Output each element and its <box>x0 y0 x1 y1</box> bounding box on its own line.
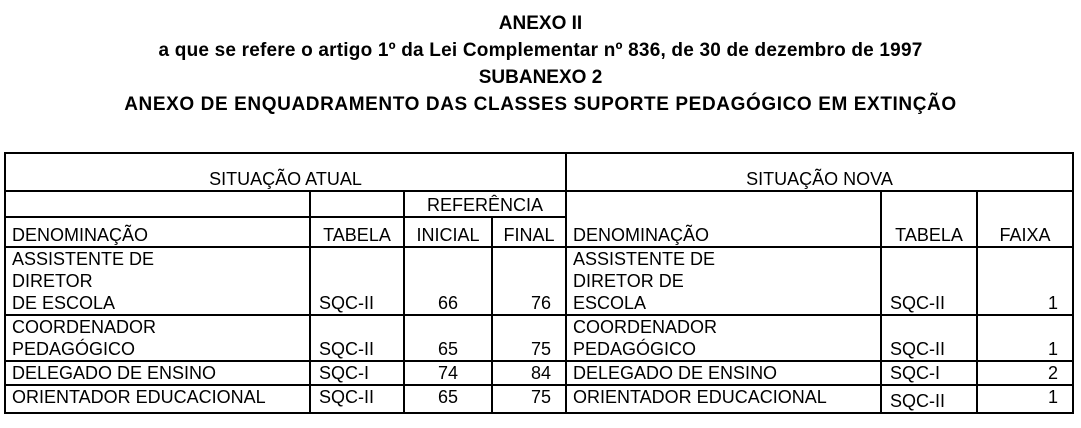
denominacao-atual-cell: ASSISTENTE DE DIRETOR DE ESCOLA <box>5 247 310 315</box>
faixa-cell: 1 <box>977 315 1073 361</box>
tabela-nova-cell: SQC-II <box>881 315 977 361</box>
denominacao-nova-cell: COORDENADOR PEDAGÓGICO <box>566 315 881 361</box>
annex-subtitle: ANEXO DE ENQUADRAMENTO DAS CLASSES SUPORTE PEDAGÓGICO EM EXTINÇÃO <box>124 94 957 115</box>
col-header-tabela-nova: TABELA <box>881 191 977 247</box>
group-header-situacao-nova: SITUAÇÃO NOVA <box>566 153 1073 191</box>
table-row <box>5 315 1073 361</box>
empty-header-cell <box>5 191 310 217</box>
table-row <box>5 361 1073 385</box>
inicial-cell: 65 <box>404 385 492 413</box>
tabela-atual-cell: SQC-II <box>310 247 404 315</box>
table-row <box>5 247 1073 315</box>
denominacao-atual-cell: COORDENADOR PEDAGÓGICO <box>5 315 310 361</box>
document-header <box>0 10 1081 118</box>
denominacao-atual-cell: ORIENTADOR EDUCACIONAL <box>5 385 310 413</box>
tabela-nova-cell: SQC-I <box>881 361 977 385</box>
law-reference: a que se refere o artigo 1º da Lei Complementar nº 836, de 30 de dezembro de 1997 <box>158 40 923 61</box>
tabela-nova-cell: SQC-II <box>881 385 977 413</box>
faixa-cell: 1 <box>977 247 1073 315</box>
col-header-denominacao-atual: DENOMINAÇÃO <box>5 217 310 247</box>
faixa-cell: 1 <box>977 385 1073 413</box>
referencia-header: REFERÊNCIA <box>404 191 566 217</box>
group-header-situacao-atual: SITUAÇÃO ATUAL <box>5 153 566 191</box>
col-header-tabela-atual: TABELA <box>310 217 404 247</box>
final-cell: 75 <box>492 315 566 361</box>
final-cell: 75 <box>492 385 566 413</box>
denominacao-nova-cell: ASSISTENTE DE DIRETOR DE ESCOLA <box>566 247 881 315</box>
denominacao-nova-cell: DELEGADO DE ENSINO <box>566 361 881 385</box>
classification-table <box>4 152 1074 414</box>
inicial-cell: 65 <box>404 315 492 361</box>
subannex-title: SUBANEXO 2 <box>478 67 603 88</box>
col-header-faixa: FAIXA <box>977 191 1073 247</box>
tabela-atual-cell: SQC-II <box>310 315 404 361</box>
inicial-cell: 74 <box>404 361 492 385</box>
col-header-denominacao-nova: DENOMINAÇÃO <box>566 191 881 247</box>
denominacao-nova-cell: ORIENTADOR EDUCACIONAL <box>566 385 881 413</box>
col-header-final: FINAL <box>492 217 566 247</box>
final-cell: 84 <box>492 361 566 385</box>
col-header-inicial: INICIAL <box>404 217 492 247</box>
faixa-cell: 2 <box>977 361 1073 385</box>
tabela-atual-cell: SQC-II <box>310 385 404 413</box>
inicial-cell: 66 <box>404 247 492 315</box>
tabela-atual-cell: SQC-I <box>310 361 404 385</box>
empty-header-cell <box>310 191 404 217</box>
table-row <box>5 385 1073 413</box>
tabela-nova-cell: SQC-II <box>881 247 977 315</box>
denominacao-atual-cell: DELEGADO DE ENSINO <box>5 361 310 385</box>
annex-title: ANEXO II <box>498 13 583 34</box>
final-cell: 76 <box>492 247 566 315</box>
